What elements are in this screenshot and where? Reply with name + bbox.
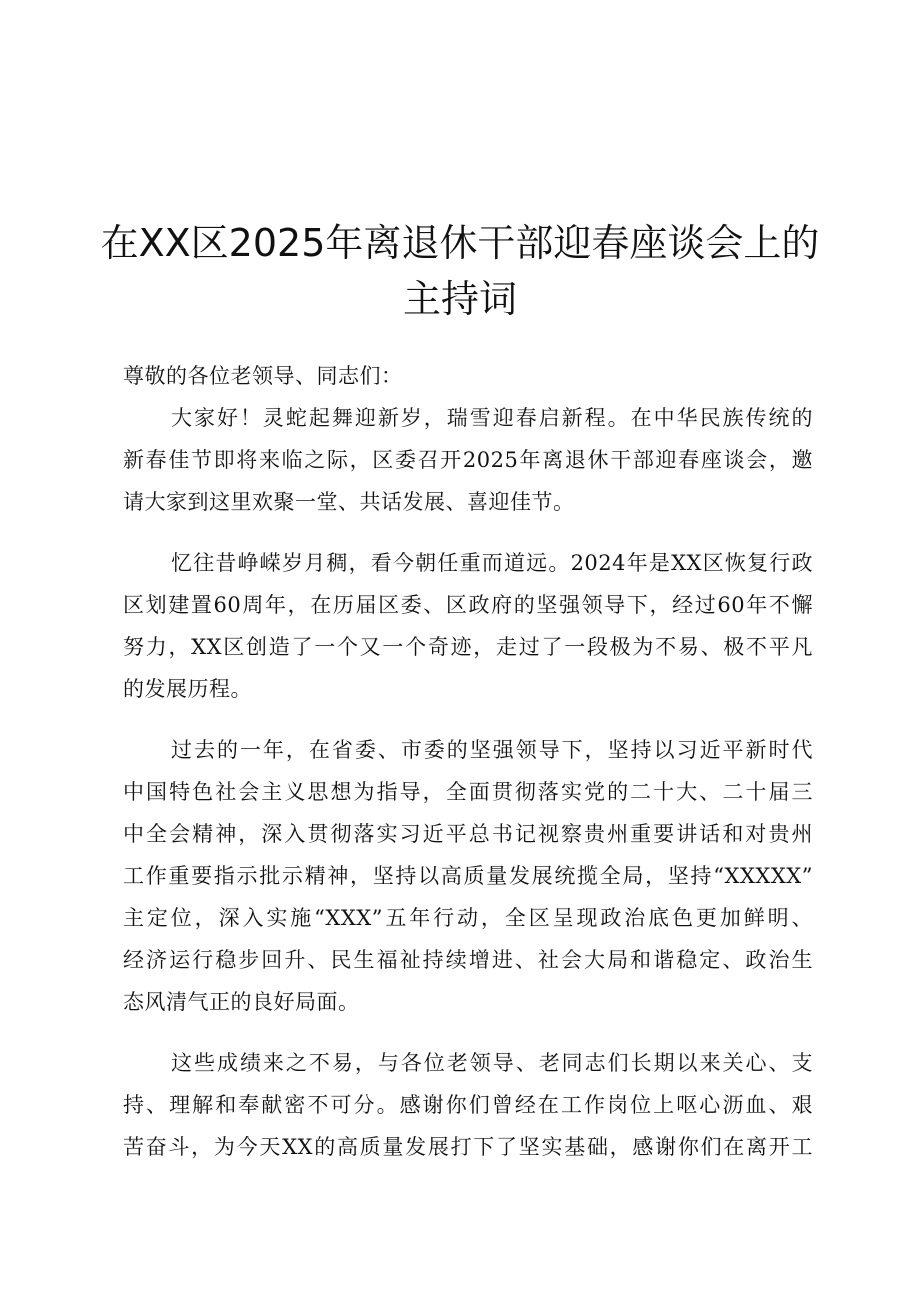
paragraph-line: 请大家到这里欢聚一堂、共话发展、喜迎佳节。 — [123, 490, 575, 514]
paragraph-line: 忆往昔峥嵘岁月稠，看今朝任重而道远。2024年是XX区恢复行政 — [171, 551, 813, 575]
paragraph-4 — [123, 1042, 813, 1168]
paragraph-line: 主定位，深入实施“XXX”五年行动，全区呈现政治底色更加鲜明、 — [123, 906, 813, 930]
paragraph-line: 新春佳节即将来临之际，区委召开2025年离退休干部迎春座谈会，邀 — [123, 448, 813, 472]
paragraph-line: 过去的一年，在省委、市委的坚强领导下，坚持以习近平新时代 — [171, 738, 813, 762]
paragraph-line: 持、理解和奉献密不可分。感谢你们曾经在工作岗位上呕心沥血、艰 — [123, 1093, 813, 1117]
paragraph-line: 态风清气正的良好局面。 — [123, 990, 360, 1014]
paragraph-line: 努力，XX区创造了一个又一个奇迹，走过了一段极为不易、极不平凡 — [123, 635, 813, 659]
document-body — [123, 355, 813, 1187]
paragraph-line: 中国特色社会主义思想为指导，全面贯彻落实党的二十大、二十届三 — [123, 780, 813, 804]
paragraph-line: 工作重要指示批示精神，坚持以高质量发展统揽全局，坚持“XXXXX” — [123, 864, 813, 888]
paragraph-line: 经济运行稳步回升、民生福祉持续增进、社会大局和谐稳定、政治生 — [123, 948, 813, 972]
title-line-1: 在XX区2025年离退休干部迎春座谈会上的 — [100, 221, 820, 265]
paragraph-3 — [123, 729, 813, 1023]
paragraph-line: 区划建置60周年，在历届区委、区政府的坚强领导下，经过60年不懈 — [123, 593, 813, 617]
paragraph-line: 苦奋斗，为今天XX的高质量发展打下了坚实基础，感谢你们在离开工 — [123, 1135, 813, 1159]
paragraph-line: 中全会精神，深入贯彻落实习近平总书记视察贵州重要讲话和对贵州 — [123, 822, 813, 846]
salutation: 尊敬的各位老领导、同志们： — [123, 364, 403, 388]
paragraph-line: 这些成绩来之不易，与各位老领导、老同志们长期以来关心、支 — [171, 1051, 813, 1075]
paragraph-2 — [123, 542, 813, 710]
paragraph-line: 大家好！灵蛇起舞迎新岁，瑞雪迎春启新程。在中华民族传统的 — [171, 406, 813, 430]
title-line-2: 主持词 — [402, 277, 517, 321]
paragraph-1 — [123, 397, 813, 523]
paragraph-line: 的发展历程。 — [123, 677, 252, 701]
document-title — [100, 215, 820, 327]
